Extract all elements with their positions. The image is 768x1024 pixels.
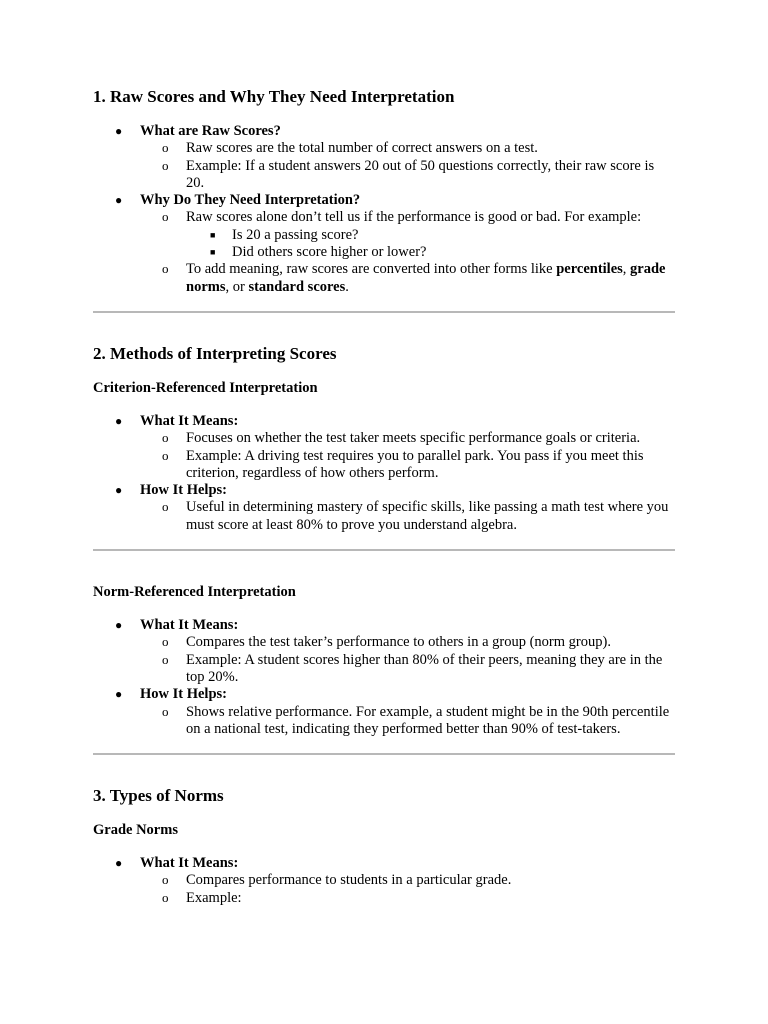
item-title: Why Do They Need Interpretation? [140,192,361,209]
circle-bullet-icon: o [162,634,169,650]
list-item [93,686,675,738]
item-text: Raw scores alone don’t tell us if the performance is good or bad. For example: [186,209,642,226]
section-2-heading: 2. Methods of Interpreting Scores [93,343,337,363]
item-text: Compares performance to students in a particular grade. [186,872,512,889]
circle-bullet-icon: o [162,261,169,277]
list-item [140,872,675,889]
list-item [140,652,675,687]
list-item [140,140,675,157]
term-standard-scores: standard scores [248,278,346,295]
list-item [140,634,675,651]
item-title: What It Means: [140,855,239,872]
bullet-icon: ● [115,618,123,633]
circle-bullet-icon: o [162,447,169,463]
norm-list [93,617,675,738]
document-content [93,86,675,907]
list-item [140,704,675,739]
item-text: Did others score higher or lower? [232,244,427,261]
item-title: How It Helps: [140,686,227,703]
bullet-icon: ● [115,124,123,138]
grade-norms-heading: Grade Norms [93,822,178,839]
list-item [140,209,675,261]
list-item [93,617,675,686]
end-text: . [345,278,349,295]
bullet-icon: ● [115,193,123,208]
bullet-icon: ● [115,413,123,428]
list-item [140,499,675,534]
list-item [93,413,675,482]
item-title: How It Helps: [140,482,227,499]
list-item [140,158,675,193]
list-item [186,227,675,244]
bullet-icon: ● [115,687,123,702]
circle-bullet-icon: o [162,499,169,515]
circle-bullet-icon: o [162,140,169,156]
criterion-list [93,413,675,534]
circle-bullet-icon: o [162,430,169,446]
circle-bullet-icon: o [162,703,169,719]
item-text: Is 20 a passing score? [232,226,359,243]
item-text: Example: If a student answers 20 out of 50 questions correctly, their raw score is 20. [186,157,655,191]
circle-bullet-icon: o [162,889,169,905]
item-text: Example: A student scores higher than 80% of their peers, meaning they are in the top 20%. [186,651,663,685]
section-1-list [93,123,675,296]
list-item [140,890,675,907]
circle-bullet-icon: o [162,651,169,667]
term-percentiles: percentiles [556,261,623,278]
list-item [93,192,675,296]
grade-norms-list [93,855,675,907]
separator-text: , or [225,278,249,295]
list-item [93,855,675,907]
section-3-heading: 3. Types of Norms [93,786,224,806]
list-item [186,244,675,261]
square-bullet-icon: ■ [210,247,216,258]
item-text: Raw scores are the total number of correct answers on a test. [186,140,538,157]
item-text: Example: [186,889,242,906]
circle-bullet-icon: o [162,157,169,173]
circle-bullet-icon: o [162,209,169,225]
bullet-icon: ● [115,856,123,871]
term-grade-norms: grade norms [186,261,666,295]
criterion-heading: Criterion-Referenced Interpretation [93,379,318,396]
item-text: Useful in determining mastery of specific skills, like passing a math test where you must score at least 80% to prove you understand algebra. [186,499,669,533]
list-item [93,123,675,192]
item-text: Shows relative performance. For example, a student might be in the 90th percentile on a national test, indicating they performed better than 90% of test-takers. [186,703,670,737]
item-text: Focuses on whether the test taker meets specific performance goals or criteria. [186,430,641,447]
list-item [140,448,675,483]
norm-heading: Norm-Referenced Interpretation [93,584,296,601]
list-item [140,430,675,447]
item-text: Compares the test taker’s performance to others in a group (norm group). [186,634,611,651]
item-text-prefix: To add meaning, raw scores are converted into other forms like [186,261,557,278]
item-title: What It Means: [140,412,239,429]
list-item [93,482,675,534]
separator-text: , [622,261,631,278]
bullet-icon: ● [115,483,123,498]
item-title: What are Raw Scores? [140,123,281,139]
section-1-heading: 1. Raw Scores and Why They Need Interpretation [93,87,455,106]
circle-bullet-icon: o [162,872,169,888]
square-bullet-icon: ■ [210,229,216,240]
item-text: Example: A driving test requires you to parallel park. You pass if you meet this criterion, regardless of how others perform. [186,447,644,481]
list-item [140,261,675,296]
item-title: What It Means: [140,617,239,634]
